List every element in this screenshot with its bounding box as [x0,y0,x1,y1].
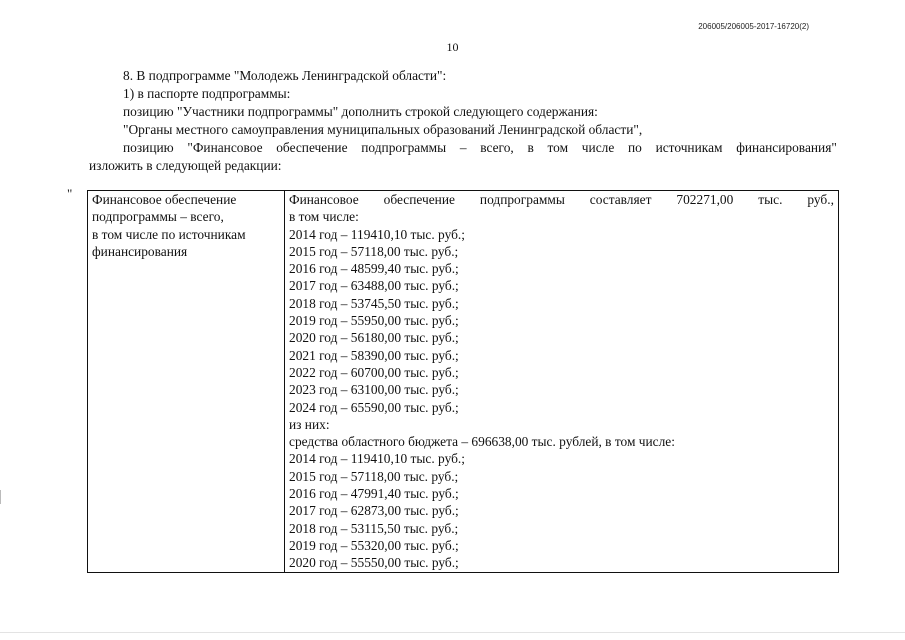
label-line: в том числе по источникам [92,226,246,242]
intro-line-4: "Органы местного самоуправления муниципальных образований Ленинградской области", [123,122,643,137]
first-line-word: обеспечение [383,192,455,207]
value-first-line [289,191,834,208]
document-id: 206005/206005-2017-16720(2) [698,22,809,31]
first-line-word: составляет [589,192,652,207]
first-line-word: Финансовое [289,192,359,207]
justified-word: – [459,140,467,155]
justified-word: финансирования" [736,140,837,155]
scan-bottom-edge [0,632,905,633]
intro-line-3: позицию "Участники подпрограммы" дополнить строкой следующего содержания: [123,104,598,119]
value-line: 2015 год – 57118,00 тыс. руб.; [289,243,459,259]
value-line: 2015 год – 57118,00 тыс. руб.; [289,468,459,484]
table-row [88,191,839,573]
justified-word: в [527,140,534,155]
label-line: подпрограммы – всего, [92,209,224,225]
scan-edge-mark [0,490,1,504]
value-cell [285,191,839,573]
value-line: средства областного бюджета – 696638,00 тыс. рублей, в том числе: [289,434,675,450]
value-line: 2022 год – 60700,00 тыс. руб.; [289,364,459,380]
value-line: 2019 год – 55950,00 тыс. руб.; [289,313,459,329]
intro-line-2: 1) в паспорте подпрограммы: [123,86,291,101]
financing-table [87,190,839,573]
value-line: 2017 год – 62873,00 тыс. руб.; [289,503,459,519]
first-line-word: подпрограммы [479,192,565,207]
page-number: 10 [446,40,459,54]
justified-word: позицию [123,140,174,155]
label-line: Финансовое обеспечение [92,192,237,207]
opening-quote: " [67,186,73,201]
value-line: 2014 год – 119410,10 тыс. руб.; [289,451,465,467]
justified-word: источникам [655,140,723,155]
intro-line-6: изложить в следующей редакции: [89,158,282,173]
justified-word: подпрограммы [361,140,447,155]
value-line: 2017 год – 63488,00 тыс. руб.; [289,278,459,294]
first-line-word: руб., [807,192,834,207]
value-line: 2024 год – 65590,00 тыс. руб.; [289,399,459,415]
value-line: 2020 год – 55550,00 тыс. руб.; [289,555,459,571]
first-line-word: тыс. [758,192,783,207]
justified-word: по [627,140,642,155]
value-line: 2019 год – 55320,00 тыс. руб.; [289,537,459,553]
value-line: 2021 год – 58390,00 тыс. руб.; [289,347,459,363]
intro-line-5-justified [123,139,837,156]
value-line: 2014 год – 119410,10 тыс. руб.; [289,226,465,242]
label-cell [88,191,285,573]
justified-word: числе [581,140,615,155]
intro-line-1: 8. В подпрограмме "Молодежь Ленинградской области": [123,68,447,83]
value-line: 2023 год – 63100,00 тыс. руб.; [289,382,459,398]
justified-word: обеспечение [276,140,348,155]
justified-word: том [547,140,569,155]
value-line: из них: [289,416,330,432]
value-line: 2018 год – 53115,50 тыс. руб.; [289,520,459,536]
value-line: 2016 год – 48599,40 тыс. руб.; [289,261,459,277]
value-line: 2020 год – 56180,00 тыс. руб.; [289,330,459,346]
justified-word: "Финансовое [187,140,263,155]
first-line-word: 702271,00 [676,192,734,207]
justified-word: всего, [480,140,514,155]
value-line: 2016 год – 47991,40 тыс. руб.; [289,486,459,502]
value-line: 2018 год – 53745,50 тыс. руб.; [289,295,459,311]
value-line: в том числе: [289,209,359,225]
label-line: финансирования [92,243,188,259]
